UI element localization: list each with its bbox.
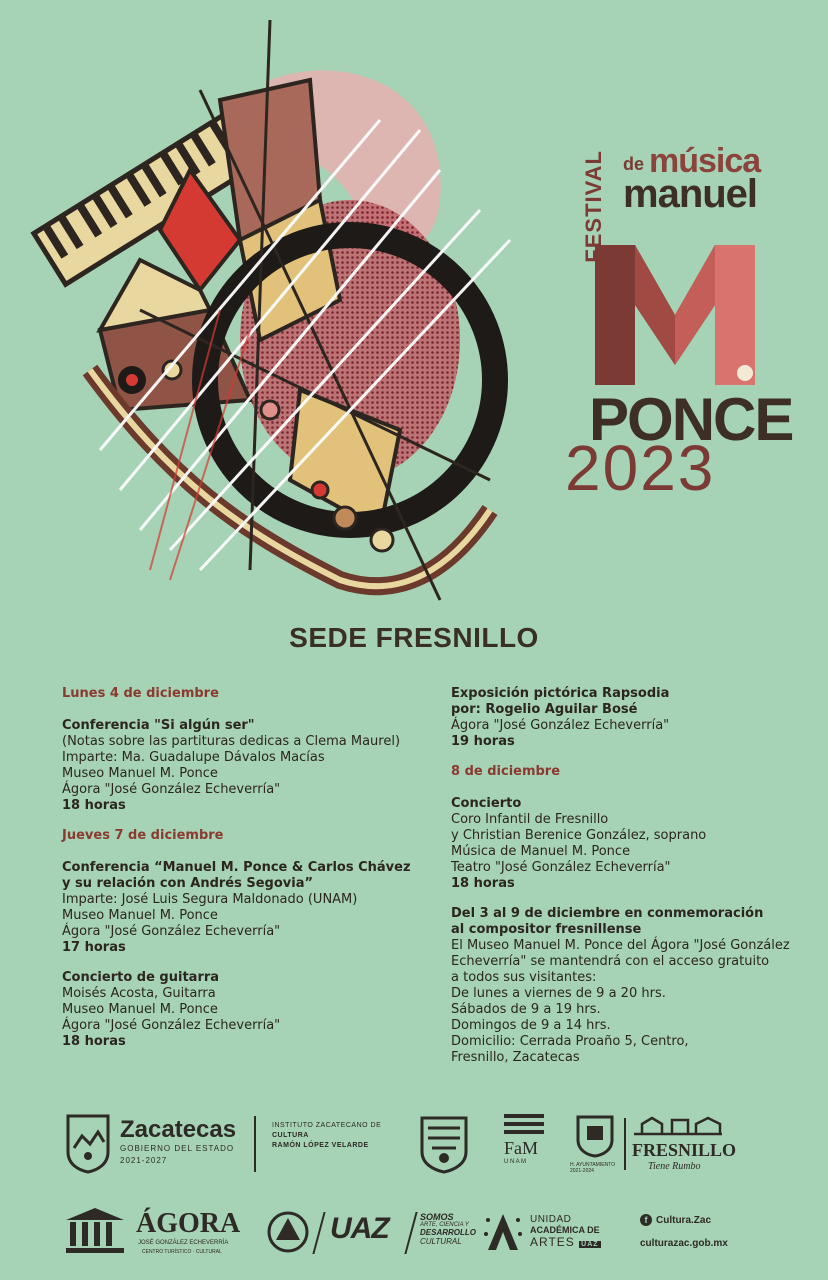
event-detail: Ágora "José González Echeverría" xyxy=(62,924,281,939)
fresnillo-logo xyxy=(632,1114,736,1172)
zac-sub: GOBIERNO DEL ESTADO xyxy=(120,1144,235,1153)
schedule-left xyxy=(62,686,422,1064)
musica-label: música xyxy=(649,142,761,180)
event-concierto-guitarra xyxy=(62,970,422,1050)
event-exposicion xyxy=(451,686,791,750)
iz-line: RAMÓN LÓPEZ VELARDE xyxy=(272,1142,369,1149)
festival-artwork xyxy=(20,10,520,610)
event-detail: Música de Manuel M. Ponce xyxy=(451,844,631,859)
ayuntamiento-logo xyxy=(570,1114,620,1174)
website-link[interactable]: culturazac.gob.mx xyxy=(640,1238,728,1249)
unam-text: U N A M xyxy=(504,1159,527,1165)
somos-line: SOMOS xyxy=(420,1212,454,1222)
iz-line: INSTITUTO ZACATECANO DE xyxy=(272,1122,382,1129)
sponsor-logos xyxy=(0,1100,828,1280)
event-detail: a todos sus visitantes: xyxy=(451,970,597,985)
divider xyxy=(254,1116,256,1172)
event-title: Concierto xyxy=(451,796,522,811)
fest-label: FESTIVAL xyxy=(581,150,606,263)
agora-sub2: CENTRO TURÍSTICO · CULTURAL xyxy=(142,1249,222,1255)
event-conferencia-1 xyxy=(62,718,422,814)
event-title: y su relación con Andrés Segovia” xyxy=(62,876,314,891)
day-heading: Jueves 7 de diciembre xyxy=(62,828,224,843)
zac-name: Zacatecas xyxy=(120,1116,237,1143)
event-detail: Sábados de 9 a 19 hrs. xyxy=(451,1002,601,1017)
fam-logo xyxy=(504,1114,544,1165)
instituto-logo xyxy=(272,1122,381,1149)
event-detail: Museo Manuel M. Ponce xyxy=(62,1002,218,1017)
unidad-uaz-badge: UAZ xyxy=(581,1241,599,1248)
event-time: 18 horas xyxy=(62,1034,126,1049)
event-detail: Ágora "José González Echeverría" xyxy=(451,718,670,733)
uaz-seal-icon xyxy=(266,1210,310,1254)
uaz-text: UAZ xyxy=(330,1212,389,1245)
event-concierto xyxy=(451,796,791,892)
divider xyxy=(624,1118,626,1170)
event-time: 18 horas xyxy=(451,876,515,891)
unidad-line: UNIDAD xyxy=(530,1214,572,1225)
fam-text: FaM xyxy=(504,1138,539,1158)
somos-logo xyxy=(420,1212,476,1246)
event-title: Conferencia “Manuel M. Ponce & Carlos Chávez xyxy=(62,860,411,875)
ayto-text: H. AYUNTAMIENTO xyxy=(570,1162,616,1168)
artes-mark-icon xyxy=(482,1210,524,1254)
fresnillo-skyline-icon xyxy=(632,1114,724,1136)
somos-line: DESARROLLO xyxy=(420,1228,476,1237)
unidad-line: ARTES xyxy=(530,1235,575,1249)
event-title: Conferencia "Si algún ser" xyxy=(62,718,255,733)
event-time: 17 horas xyxy=(62,940,126,955)
social-contact xyxy=(640,1214,728,1249)
agora-sub: JOSÉ GONZÁLEZ ECHEVERRÍA xyxy=(138,1240,229,1246)
agora-text: ÁGORA xyxy=(136,1208,241,1239)
somos-line: CULTURAL xyxy=(420,1237,462,1246)
event-detail: Domingos de 9 a 14 hrs. xyxy=(451,1018,611,1033)
facebook-icon: f xyxy=(640,1214,652,1226)
event-detail: Imparte: José Luis Segura Maldonado (UNAM) xyxy=(62,892,358,907)
somos-line: ARTE, CIENCIA Y xyxy=(420,1222,469,1228)
unidad-artes-logo xyxy=(530,1214,601,1249)
event-time: 19 horas xyxy=(451,734,515,749)
event-title: Concierto de guitarra xyxy=(62,970,220,985)
manuel-label: manuel xyxy=(623,172,758,216)
divider xyxy=(404,1212,417,1254)
event-detail: y Christian Berenice González, soprano xyxy=(451,828,707,843)
day-heading: 8 de diciembre xyxy=(451,764,561,779)
m-letter xyxy=(595,245,755,385)
sede-heading: SEDE FRESNILLO xyxy=(289,622,539,653)
iz-line: CULTURA xyxy=(272,1132,309,1139)
event-detail: Echeverría" se mantendrá con el acceso gratuito xyxy=(451,954,770,969)
event-detail: Teatro "José González Echeverría" xyxy=(451,860,671,875)
event-detail: Ágora "José González Echeverría" xyxy=(62,782,281,797)
zac-years: 2021-2027 xyxy=(120,1156,168,1165)
event-conferencia-2 xyxy=(62,860,422,956)
zacatecas-shield-icon xyxy=(64,1112,112,1174)
ponce-label: PONCE xyxy=(589,386,793,453)
event-detail: De lunes a viernes de 9 a 20 hrs. xyxy=(451,986,666,1001)
event-detail: Imparte: Ma. Guadalupe Dávalos Macías xyxy=(62,750,325,765)
fresnillo-shield-icon xyxy=(575,1114,615,1158)
facebook-link[interactable]: Cultura.Zac xyxy=(656,1214,712,1226)
schedule-right xyxy=(451,686,791,1080)
event-title: Del 3 al 9 de diciembre en conmemoración xyxy=(451,906,764,921)
event-detail: (Notas sobre las partituras dedicas a Clema Maurel) xyxy=(62,734,401,749)
event-time: 18 horas xyxy=(62,798,126,813)
event-detail: Museo Manuel M. Ponce xyxy=(62,908,218,923)
event-conmemoracion xyxy=(451,906,791,1066)
event-detail: El Museo Manuel M. Ponce del Ágora "José González xyxy=(451,938,790,953)
event-detail: Moisés Acosta, Guitarra xyxy=(62,986,216,1001)
agora-temple-icon xyxy=(64,1206,126,1254)
year-label: 2023 xyxy=(565,432,716,504)
fres-tag: Tiene Rumbo xyxy=(648,1161,701,1172)
event-detail: Fresnillo, Zacatecas xyxy=(451,1050,580,1065)
fres-text: FRESNILLO xyxy=(632,1140,737,1160)
de-label: de xyxy=(623,154,645,174)
event-detail: Coro Infantil de Fresnillo xyxy=(451,812,609,827)
event-detail: Ágora "José González Echeverría" xyxy=(62,1018,281,1033)
event-detail: Domicilio: Cerrada Proaño 5, Centro, xyxy=(451,1034,689,1049)
ayto-years: 2021-2024 xyxy=(570,1168,594,1174)
event-title: Exposición pictórica Rapsodia xyxy=(451,686,670,701)
day-heading: Lunes 4 de diciembre xyxy=(62,686,219,701)
event-title: por: Rogelio Aguilar Bosé xyxy=(451,702,638,717)
divider xyxy=(312,1212,325,1254)
unam-shield-icon xyxy=(418,1114,470,1174)
event-detail: Museo Manuel M. Ponce xyxy=(62,766,218,781)
event-title: al compositor fresnillense xyxy=(451,922,642,937)
unidad-line: ACADÉMICA DE xyxy=(530,1225,600,1235)
festival-title xyxy=(565,140,815,510)
